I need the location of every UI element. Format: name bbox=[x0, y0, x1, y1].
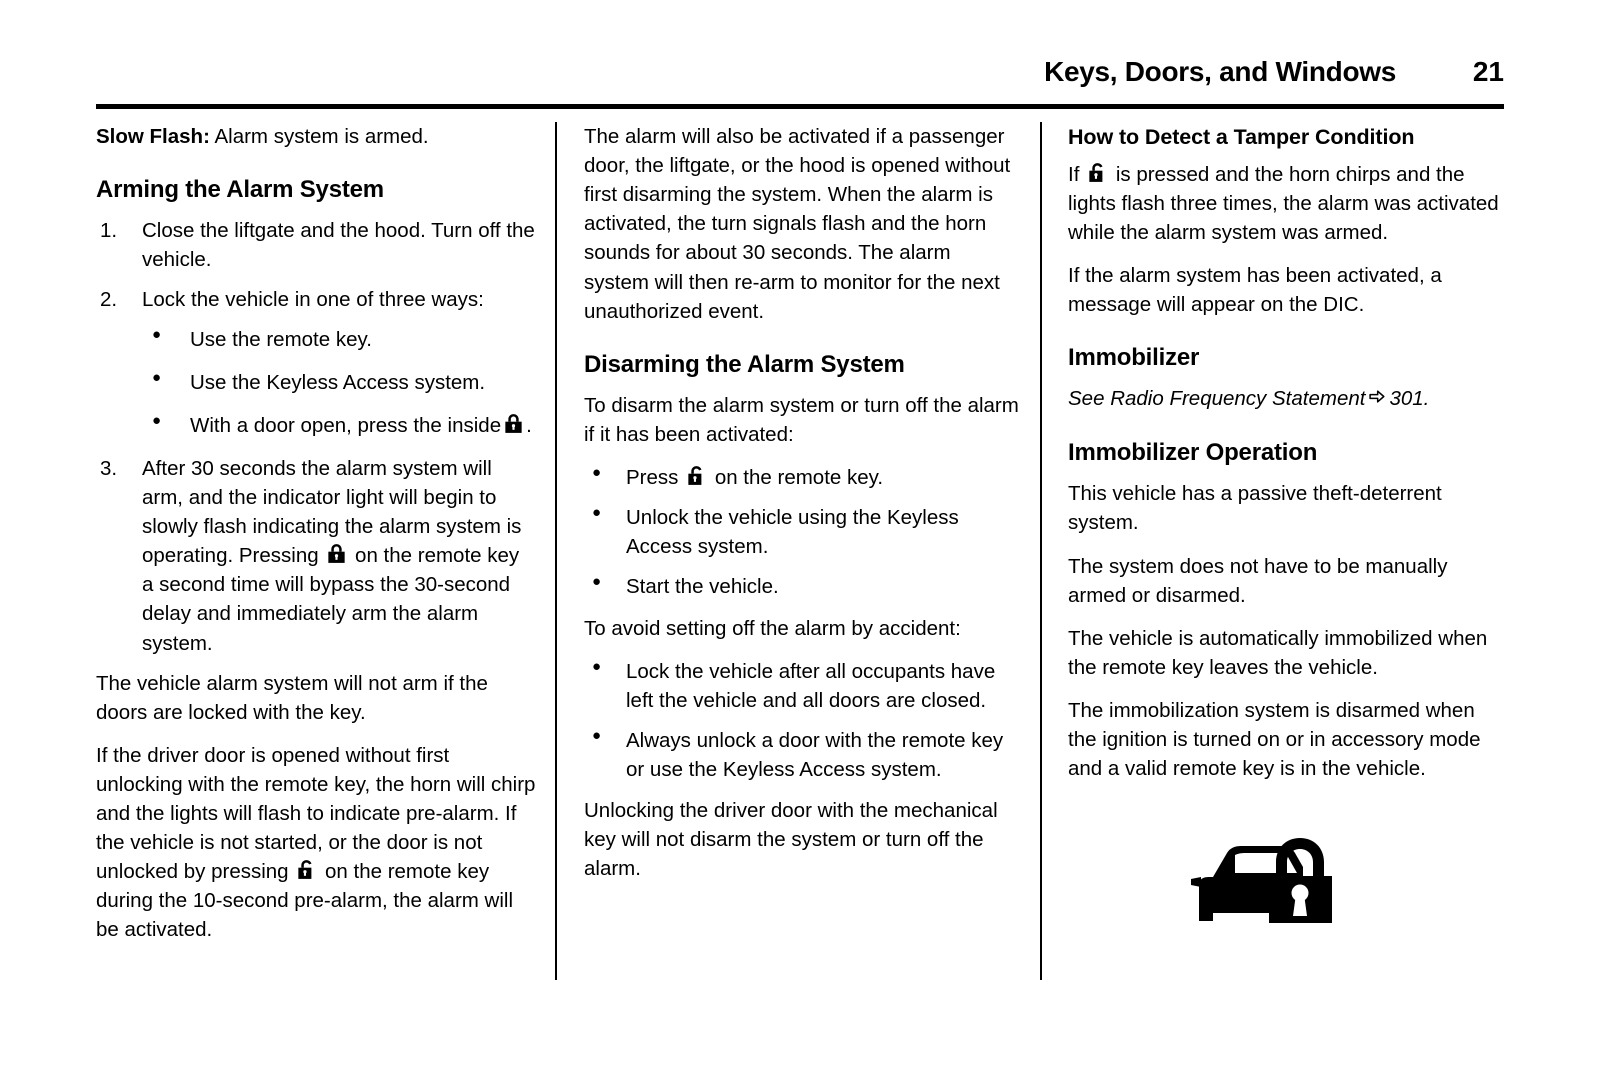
avoid-intro: To avoid setting off the alarm by accident: bbox=[584, 616, 961, 640]
paragraph-will-not-arm: The vehicle alarm system will not arm if the doors are locked with the key. bbox=[96, 671, 488, 724]
unlock-icon bbox=[295, 858, 318, 881]
cross-reference-arrow-icon bbox=[1368, 385, 1387, 414]
list-item bbox=[584, 503, 1020, 561]
disarm-step-3: Start the vehicle. bbox=[626, 575, 779, 599]
list-item bbox=[142, 411, 536, 440]
disarm-intro: To disarm the alarm system or turn off the alarm if it has been activated: bbox=[584, 393, 1019, 446]
list-item bbox=[584, 572, 1020, 601]
heading-immobilizer: Immobilizer bbox=[1068, 344, 1200, 372]
column-separator-2 bbox=[1040, 122, 1042, 980]
slow-flash-text: Alarm system is armed. bbox=[209, 125, 429, 148]
unlock-icon bbox=[1086, 161, 1109, 184]
avoid-alarm-list bbox=[584, 657, 1020, 784]
heading-immobilizer-operation: Immobilizer Operation bbox=[1068, 439, 1318, 467]
heading-disarming-the-alarm-system: Disarming the Alarm System bbox=[584, 350, 905, 378]
disarm-steps-list bbox=[584, 463, 1020, 601]
column-1 bbox=[96, 122, 536, 959]
slow-flash-label: Slow Flash: bbox=[96, 125, 210, 148]
lock-icon bbox=[325, 542, 348, 565]
disarm-step-1-pre: Press bbox=[626, 466, 679, 490]
reference-page: 301. bbox=[1389, 387, 1430, 411]
list-item bbox=[584, 463, 1020, 492]
arming-steps-list bbox=[96, 216, 536, 657]
heading-how-to-detect-a-tamper-condition: How to Detect a Tamper Condition bbox=[1068, 125, 1415, 149]
column-2 bbox=[584, 122, 1020, 897]
see-label: See bbox=[1068, 387, 1105, 411]
paragraph-dic-message: If the alarm system has been activated, a message will appear on the DIC. bbox=[1068, 263, 1442, 316]
lock-method-2: Use the Keyless Access system. bbox=[190, 370, 486, 394]
car-with-padlock-icon bbox=[1183, 905, 1359, 928]
column-container bbox=[96, 122, 1504, 982]
step-1-text: Close the liftgate and the hood. Turn off the vehicle. bbox=[142, 219, 535, 272]
column-separator-1 bbox=[555, 122, 557, 980]
disarm-step-2: Unlock the vehicle using the Keyless Access system. bbox=[626, 506, 959, 559]
disarm-step-1-post: on the remote key. bbox=[714, 466, 884, 490]
unlock-icon bbox=[685, 464, 708, 487]
lock-methods-list bbox=[142, 325, 536, 440]
header-rule bbox=[96, 104, 1504, 109]
list-item bbox=[584, 726, 1020, 784]
step-3-pre: After 30 seconds the alarm system will arm, and the indicator light will begin to slowly flash indicating the alarm system is operating. Pressing bbox=[142, 456, 522, 568]
page-title: Keys, Doors, and Windows bbox=[1044, 56, 1396, 87]
page-header bbox=[96, 56, 1504, 88]
lock-method-3-post: . bbox=[526, 413, 532, 437]
tamper-text-pre: If bbox=[1068, 162, 1080, 186]
paragraph-tamper-detect bbox=[1068, 160, 1504, 247]
list-item bbox=[96, 454, 536, 658]
heading-arming-the-alarm-system: Arming the Alarm System bbox=[96, 176, 384, 204]
lock-icon bbox=[502, 412, 525, 435]
lock-method-3-pre: With a door open, press the inside bbox=[190, 413, 502, 437]
pre-alarm-text-pre: If the driver door is opened without first unlocking with the remote key, the horn will chirp and the lights will flash to indicate pre-alarm. If the vehicle is not started, or the door is not unlocked by pressing bbox=[96, 743, 536, 884]
paragraph-passive-theft-deterrent: This vehicle has a passive theft-deterrent system. bbox=[1068, 482, 1442, 535]
list-item bbox=[96, 285, 536, 439]
slow-flash-paragraph bbox=[96, 122, 536, 151]
step-3-post: on the remote key a second time will bypass the 30-second delay and immediately arm the alarm system. bbox=[142, 544, 520, 655]
page-number: 21 bbox=[1472, 56, 1504, 87]
list-item bbox=[142, 325, 536, 354]
column-3 bbox=[1068, 122, 1504, 931]
paragraph-manual-arm: The system does not have to be manually armed or disarmed. bbox=[1068, 554, 1448, 607]
tamper-text-post: is pressed and the horn chirps and the lights flash three times, the alarm was activated while the alarm system was armed. bbox=[1068, 162, 1499, 244]
paragraph-immobilization-disarmed: The immobilization system is disarmed when the ignition is turned on or in accessory mode and a valid remote key is in the vehicle. bbox=[1068, 698, 1481, 781]
lock-method-1: Use the remote key. bbox=[190, 327, 372, 351]
paragraph-mechanical-key: Unlocking the driver door with the mechanical key will not disarm the system or turn off the alarm. bbox=[584, 799, 998, 881]
avoid-step-1: Lock the vehicle after all occupants have left the vehicle and all doors are closed. bbox=[626, 659, 996, 712]
paragraph-passenger-door: The alarm will also be activated if a passenger door, the liftgate, or the hood is opened without first disarming the system. When the alarm is activated, the turn signals flash and the horn sounds for about 30 seconds. The alarm system will then re-arm to monitor for the next unauthorized event. bbox=[584, 125, 1011, 323]
reference-title: Radio Frequency Statement bbox=[1110, 387, 1366, 411]
paragraph-pre-alarm bbox=[96, 741, 536, 945]
immobilizer-figure bbox=[1068, 823, 1504, 931]
step-2-text: Lock the vehicle in one of three ways: bbox=[142, 288, 484, 312]
list-item bbox=[142, 368, 536, 397]
paragraph-immobilizer-reference bbox=[1068, 384, 1504, 414]
avoid-step-2: Always unlock a door with the remote key or use the Keyless Access system. bbox=[626, 728, 1004, 781]
list-item bbox=[584, 657, 1020, 715]
paragraph-auto-immobilized: The vehicle is automatically immobilized when the remote key leaves the vehicle. bbox=[1068, 626, 1488, 679]
list-item bbox=[96, 216, 536, 274]
pre-alarm-text-post: on the remote key during the 10-second pre-alarm, the alarm will be activated. bbox=[96, 860, 514, 942]
